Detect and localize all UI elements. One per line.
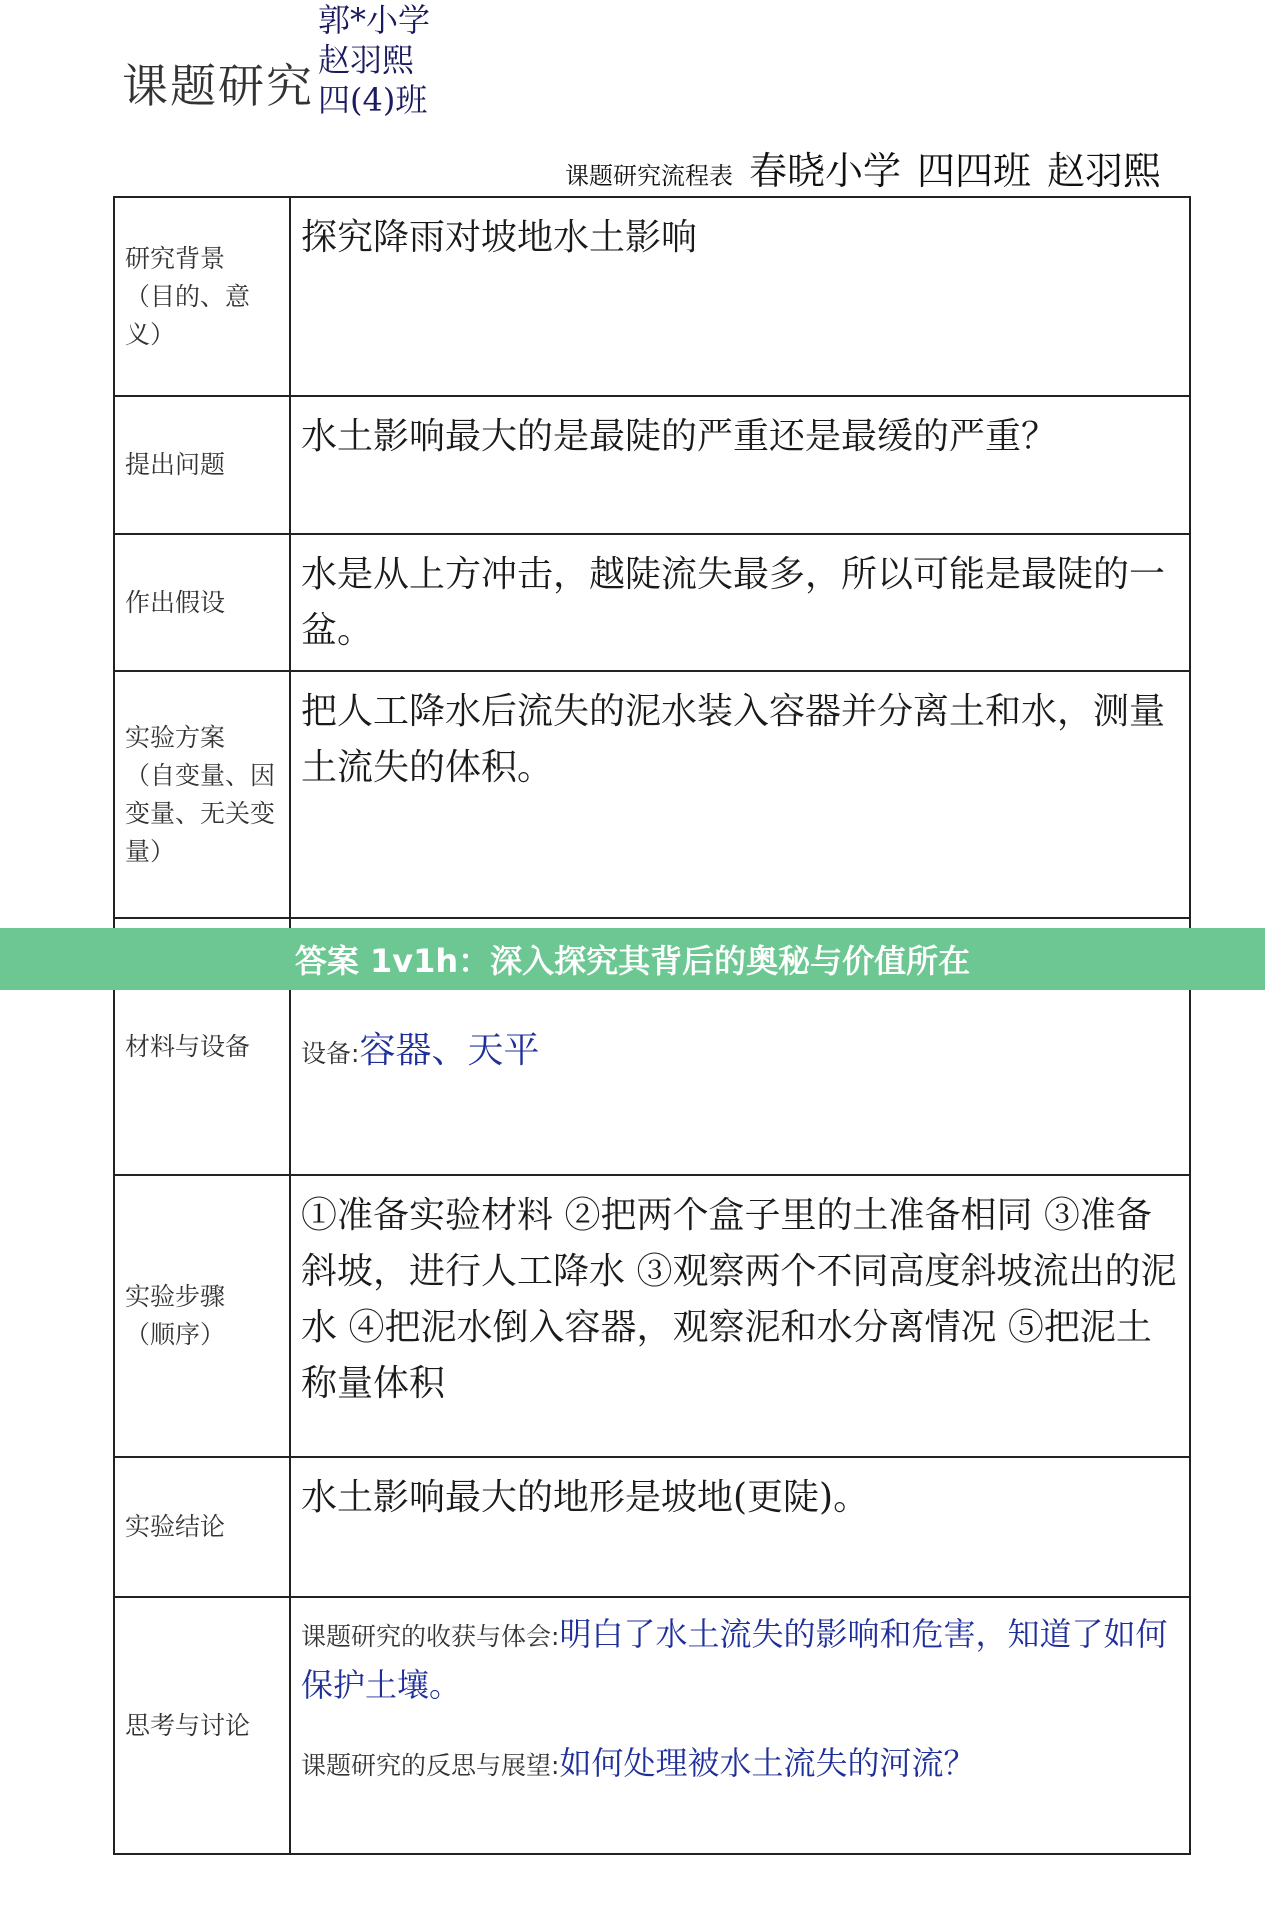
table-row (114, 671, 1190, 918)
table-row (114, 1597, 1190, 1854)
page-title: 课题研究 (122, 59, 314, 113)
conclusion-content: 水土影响最大的地形是坡地(更陡)。 (290, 1457, 1190, 1597)
form-class: 四四班 (917, 149, 1032, 193)
form-student: 赵羽熙 (1047, 149, 1162, 193)
banner-text: 答案 1v1h：深入探究其背后的奥秘与价值所在 (294, 942, 971, 980)
row-label: 实验方案 （自变量、因变量、无关变量） (114, 671, 290, 918)
row-label: 材料与设备 (114, 918, 290, 1175)
form-school: 春晓小学 (749, 149, 902, 193)
form-header (565, 140, 1161, 195)
discussion-content: 课题研究的收获与体会:明白了水土流失的影响和危害，知道了如何保护土壤。 课题研究的反思与展望:如何处理被水土流失的河流？ (290, 1597, 1190, 1854)
question-content: 水土影响最大的是最陡的严重还是最缓的严重？ (290, 396, 1190, 534)
row-label: 思考与讨论 (114, 1597, 290, 1854)
hypothesis-content: 水是从上方冲击，越陡流失最多，所以可能是最陡的一盆。 (290, 534, 1190, 671)
row-label: 实验结论 (114, 1457, 290, 1597)
plan-content: 把人工降水后流失的泥水装入容器并分离土和水，测量土流失的体积。 (290, 671, 1190, 918)
steps-content: ①准备实验材料 ②把两个盒子里的土准备相同 ③准备斜坡，进行人工降水 ③观察两个不同高度斜坡流出的泥水 ④把泥水倒入容器，观察泥和水分离情况 ⑤把泥土称量体积 (290, 1175, 1190, 1457)
equipment-content: 设备:容器、天平 (290, 918, 1190, 1175)
overlay-banner (0, 928, 1265, 990)
class-name: 四(4)班 (318, 81, 428, 119)
table-row (114, 1457, 1190, 1597)
form-title: 课题研究流程表 (565, 162, 733, 190)
table-row (114, 1175, 1190, 1457)
row-label: 实验步骤 （顺序） (114, 1175, 290, 1457)
table-row (114, 396, 1190, 534)
handwritten-header (318, 0, 430, 120)
school-name: 郭*小学 (318, 1, 431, 39)
row-label: 提出问题 (114, 396, 290, 534)
background-content: 探究降雨对坡地水土影响 (290, 197, 1190, 396)
table-row (114, 534, 1190, 671)
row-label: 研究背景 （目的、意义） (114, 197, 290, 396)
research-form-table (113, 196, 1191, 1855)
student-name: 赵羽熙 (318, 41, 415, 79)
table-row (114, 197, 1190, 396)
row-label: 作出假设 (114, 534, 290, 671)
